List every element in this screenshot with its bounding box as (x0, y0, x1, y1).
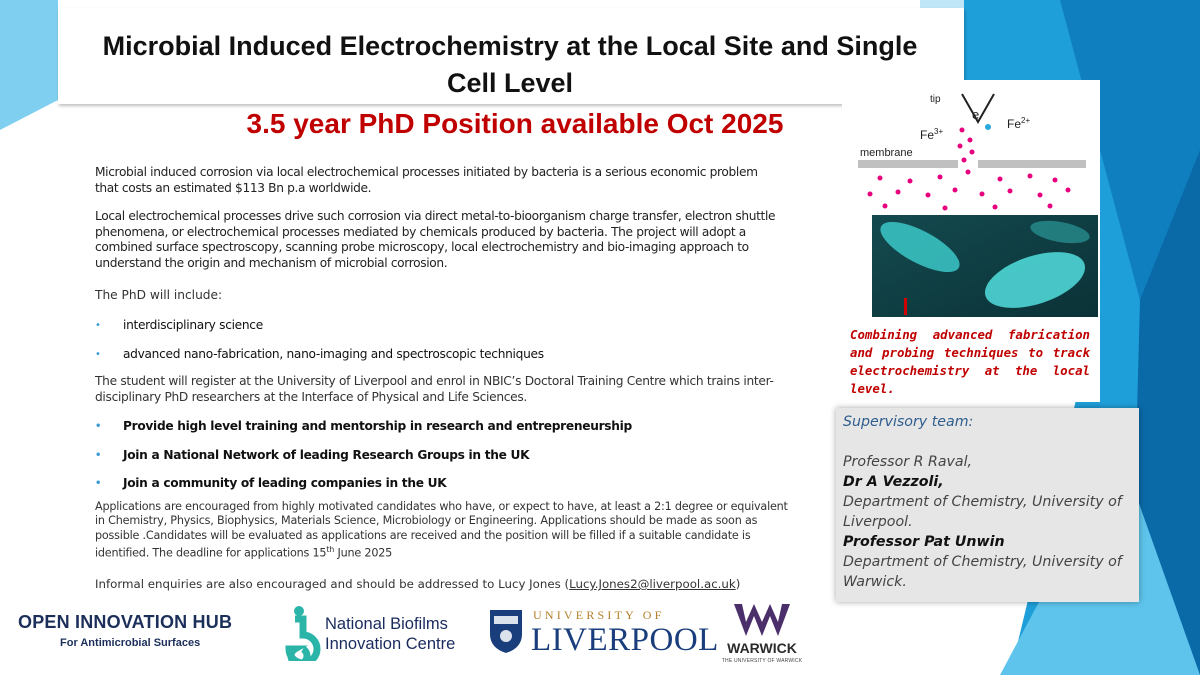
local-processes-paragraph: Local electrochemical processes drive such corrosion via direct metal-to-bioorganism charge transfer, electron shuttle phenomena, or electrochemical processes mediated by chemicals produced by bacteria. The project will adopt a combined surface spectroscopy, scanning probe microscopy, local electrochemistry and bio-imaging approach to understand the origin and mechanism of microbial corrosion. (95, 209, 776, 270)
ion-dots (868, 128, 1071, 211)
nbic-icon (283, 605, 323, 661)
page-title: Microbial Induced Electrochemistry at the Local Site and Single Cell Level (102, 31, 918, 98)
supervisory-heading: Supervisory team: (843, 414, 974, 430)
membrane-left (858, 160, 958, 168)
university-of-liverpool-logo: UNIVERSITY OF LIVERPOOL (488, 604, 688, 660)
figure-caption: Combining advanced fabrication and probing techniques to track electrochemistry at the local level. (850, 327, 1090, 396)
email-link[interactable]: Lucy.Jones2@liverpool.ac.uk (569, 577, 736, 591)
supervisor-name: Professor R Raval, (843, 454, 973, 470)
tip-label: tip (930, 94, 941, 105)
bullet-icon: • (95, 320, 101, 331)
scale-bar (904, 298, 907, 315)
enquiries-paragraph: Informal enquiries are also encouraged and should be addressed to Lucy Jones (Lucy.Jones2@liverpool.ac.uk) (95, 577, 741, 591)
electrochemistry-diagram (850, 82, 1098, 322)
register-paragraph: The student will register at the University of Liverpool and enrol in NBIC’s Doctoral Training Centre which trains inter-disciplinary PhD researchers at the Interface of Physical and Life Sciences. (95, 374, 774, 404)
bullet-icon: • (95, 450, 102, 461)
membrane-label: membrane (860, 147, 913, 159)
position-subtitle: 3.5 year PhD Position available Oct 2025 (246, 108, 784, 139)
open-innovation-hub-logo: OPEN INNOVATION HUB For Antimicrobial Surfaces (18, 612, 233, 649)
applications-paragraph: Applications are encouraged from highly motivated candidates who have, or expect to have, at least a 2:1 degree or equivalent in Chemistry, Physics, Biophysics, Materials Science, Microbiology or Engineering. Applications should be made as soon as possible .Candidates will be evaluated as applications are received and the position will be filled if a suitable candidate is identified. The deadline for applications 15th June 2025 (95, 500, 788, 560)
liverpool-crest-icon (488, 608, 524, 654)
supervisor-name: Professor Pat Unwin (843, 534, 1005, 550)
bullet-icon: • (95, 478, 102, 489)
supervisor-name: Dr A Vezzoli, (843, 474, 944, 490)
supervisor-department: Department of Chemistry, University of Liverpool. (843, 494, 1122, 530)
electron-label: e (972, 107, 980, 122)
fe2-label: $Fe^{2+}$ (1007, 116, 1031, 131)
bullet-icon: • (95, 421, 102, 432)
phd-include-label: The PhD will include: (95, 288, 223, 302)
warwick-crest-icon (732, 602, 792, 638)
intro-paragraph: Microbial induced corrosion via local electrochemical processes initiated by bacteria is a serious economic problem that costs an estimated $113 Bn p.a worldwide. (95, 165, 758, 195)
supervisor-department: Department of Chemistry, University of Warwick. (843, 554, 1122, 590)
supervisory-team (843, 412, 1128, 592)
warwick-logo: WARWICK THE UNIVERSITY OF WARWICK (718, 602, 808, 668)
bullet-icon: • (95, 349, 101, 360)
tip-dot (985, 124, 991, 130)
fe3-label: $Fe^{3+}$ (920, 127, 944, 142)
membrane-right (978, 160, 1086, 168)
nbic-logo: National Biofilms Innovation Centre (283, 605, 463, 661)
